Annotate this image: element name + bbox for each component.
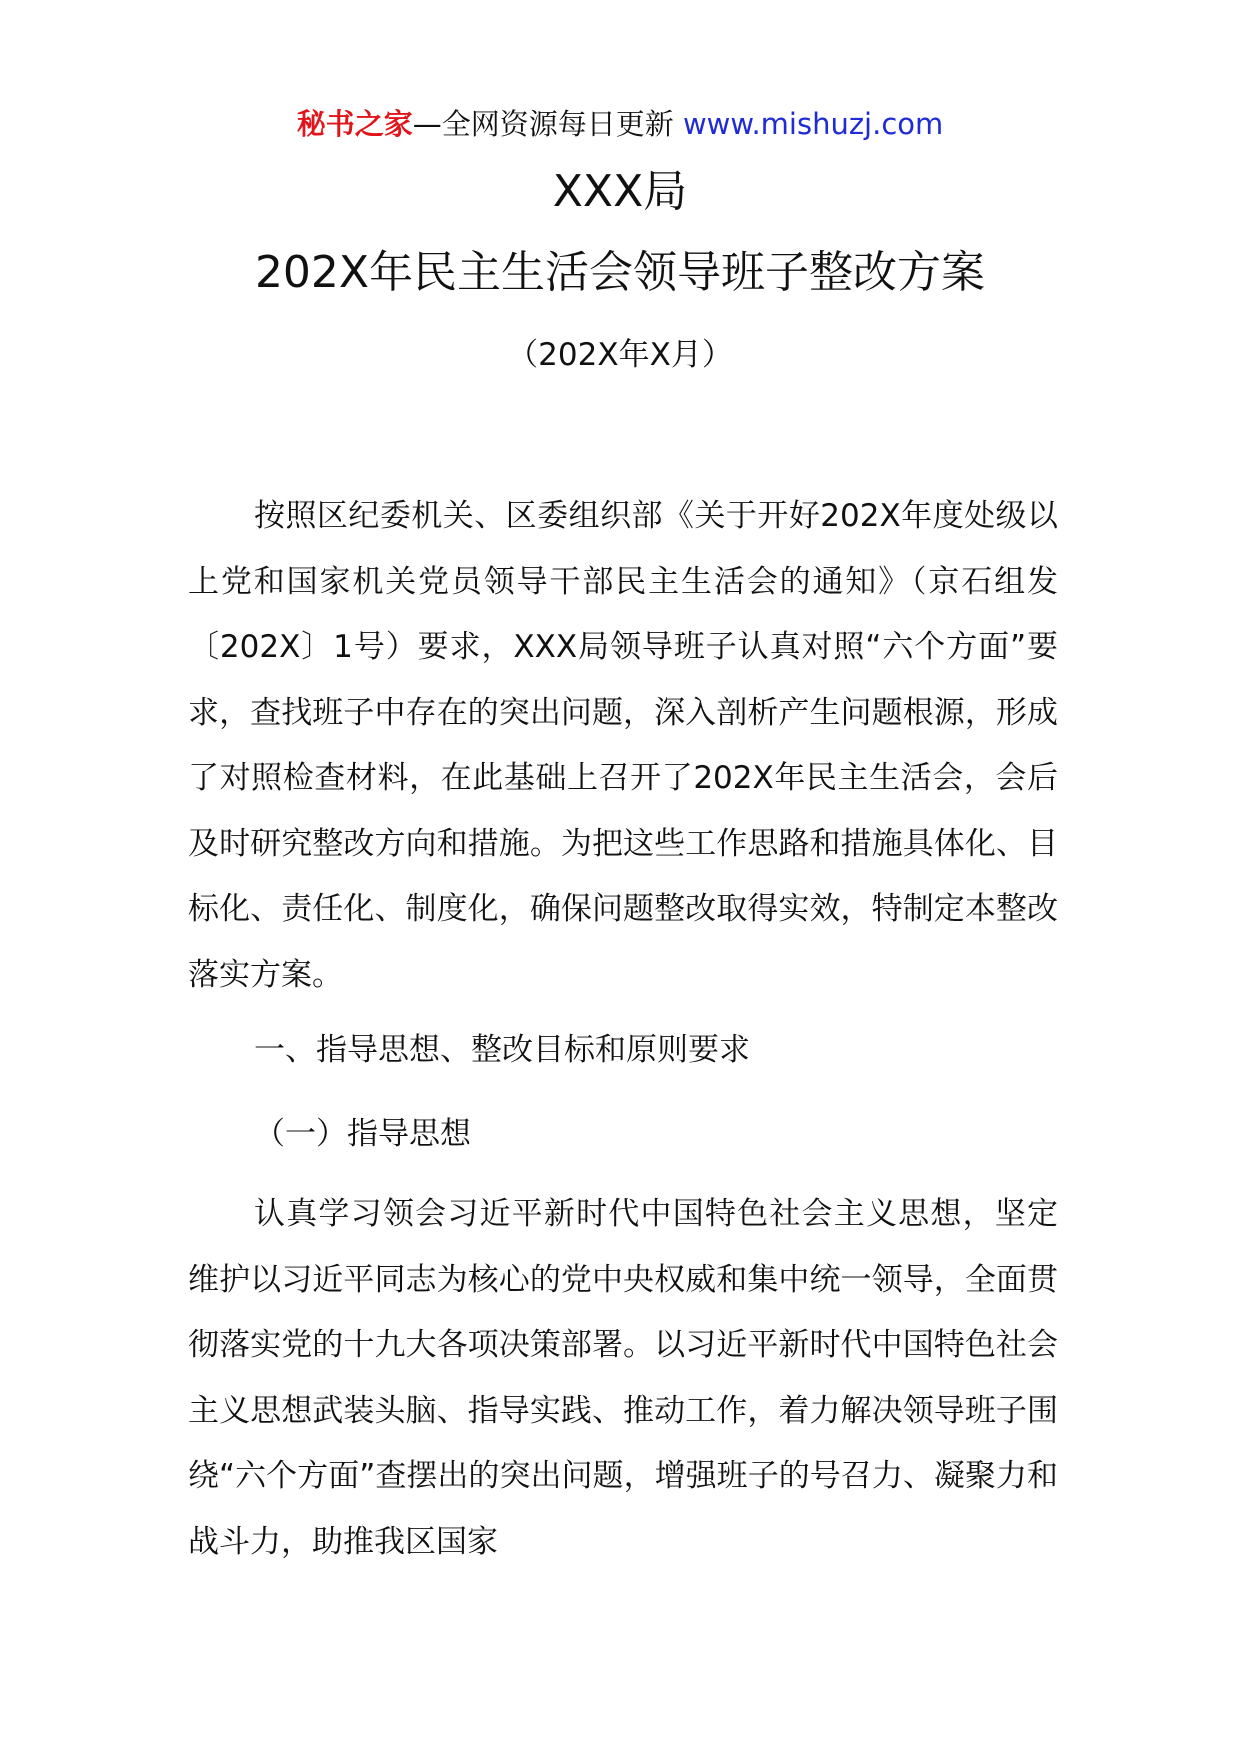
intro-paragraph: 按照区纪委机关、区委组织部《关于开好202X年度处级以上党和国家机关党员领导干部民主生活会的通知》（京石组发〔202X〕1号）要求，XXX局领导班子认真对照“六个方面”要求，查找班子中存在的突出问题，深入剖析产生问题根源，形成了对照检查材料，在此基础上召开了202X年民主生活会，会后及时研究整改方向和措施。为把这些工作思路和措施具体化、目标化、责任化、制度化，确保问题整改取得实效，特制定本整改落实方案。 [188, 498, 1058, 993]
document-date: （202X年X月） [507, 337, 733, 373]
document-title-org: XXX局 [552, 166, 688, 217]
document-title-main: 202X年民主生活会领导班子整改方案 [254, 247, 986, 298]
watermark-slogan: —全网资源每日更新 [412, 107, 674, 141]
watermark-brand: 秘书之家 [296, 107, 413, 141]
section-heading: 一、指导思想、整改目标和原则要求 [254, 1032, 750, 1068]
guiding-thought-paragraph: 认真学习领会习近平新时代中国特色社会主义思想，坚定维护以习近平同志为核心的党中央权威和集中统一领导，全面贯彻落实党的十九大各项决策部署。以习近平新时代中国特色社会主义思想武装头脑、指导实践、推动工作，着力解决领导班子围绕“六个方面”查摆出的突出问题，增强班子的号召力、凝聚力和战斗力，助推我区国家 [188, 1196, 1058, 1560]
watermark-url: www.mishuzj.com [682, 107, 944, 141]
subsection-heading: （一）指导思想 [254, 1116, 471, 1152]
watermark-header [0, 104, 1240, 144]
